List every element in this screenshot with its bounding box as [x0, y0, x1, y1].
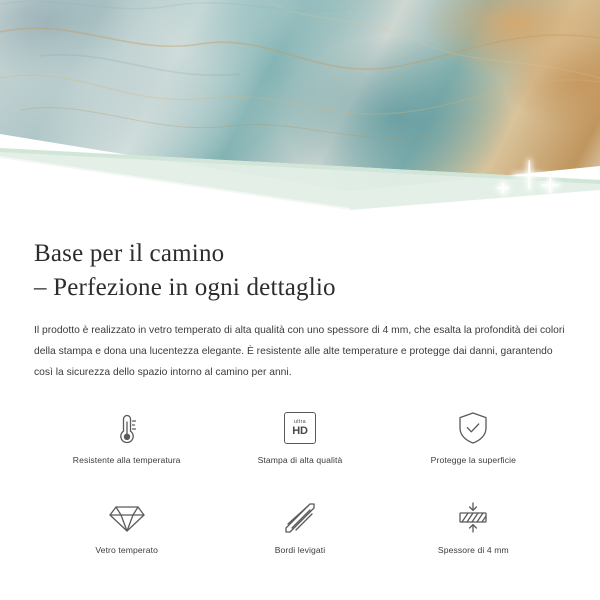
- headline-line-2: – Perfezione in ogni dettaglio: [34, 273, 336, 301]
- glass-panel-edge: [0, 130, 600, 215]
- diamond-icon: [108, 501, 146, 535]
- icon-wrap: [283, 495, 317, 541]
- feature-label: Bordi levigati: [274, 545, 326, 556]
- page-title: [34, 237, 566, 304]
- feature-label: Spessore di 4 mm: [437, 545, 509, 556]
- description-paragraph: Il prodotto è realizzato in vetro temperato di alta qualità con uno spessore di 4 mm, che esalta la profondità dei colori della stampa e dona una lucentezza elegante. È resistente alle alte temperature e protegge dai danni, garantendo così la sicurezza dello spazio intorno al camino per anni.: [34, 325, 565, 379]
- feature-label: Protegge la superficie: [430, 455, 516, 466]
- feature-tempered-glass: [40, 495, 213, 579]
- hero-image: [0, 0, 600, 215]
- headline-line-1: Base per il camino: [34, 240, 225, 267]
- feature-grid: [34, 405, 566, 579]
- feature-high-quality-print: [213, 405, 386, 489]
- ultra-hd-main-text: HD: [292, 424, 308, 437]
- feature-temperature-resistant: [40, 405, 213, 489]
- feature-label: Resistente alla temperatura: [72, 455, 181, 466]
- thermometer-icon: [110, 410, 144, 446]
- thickness-icon: [455, 500, 491, 536]
- polished-edges-icon: [283, 501, 317, 535]
- icon-wrap: [284, 405, 316, 451]
- feature-surface-protection: [387, 405, 560, 489]
- icon-wrap: [455, 495, 491, 541]
- icon-wrap: [455, 405, 491, 451]
- feature-label: Vetro temperato: [95, 545, 158, 556]
- content-area: [0, 237, 600, 579]
- shield-check-icon: [455, 409, 491, 447]
- icon-wrap: [110, 405, 144, 451]
- icon-wrap: [108, 495, 146, 541]
- feature-label: Stampa di alta qualità: [257, 455, 343, 466]
- ultra-hd-top-text: ultra: [293, 418, 306, 425]
- feature-polished-edges: [213, 495, 386, 579]
- ultra-hd-icon: [284, 412, 316, 444]
- feature-thickness: [387, 495, 560, 579]
